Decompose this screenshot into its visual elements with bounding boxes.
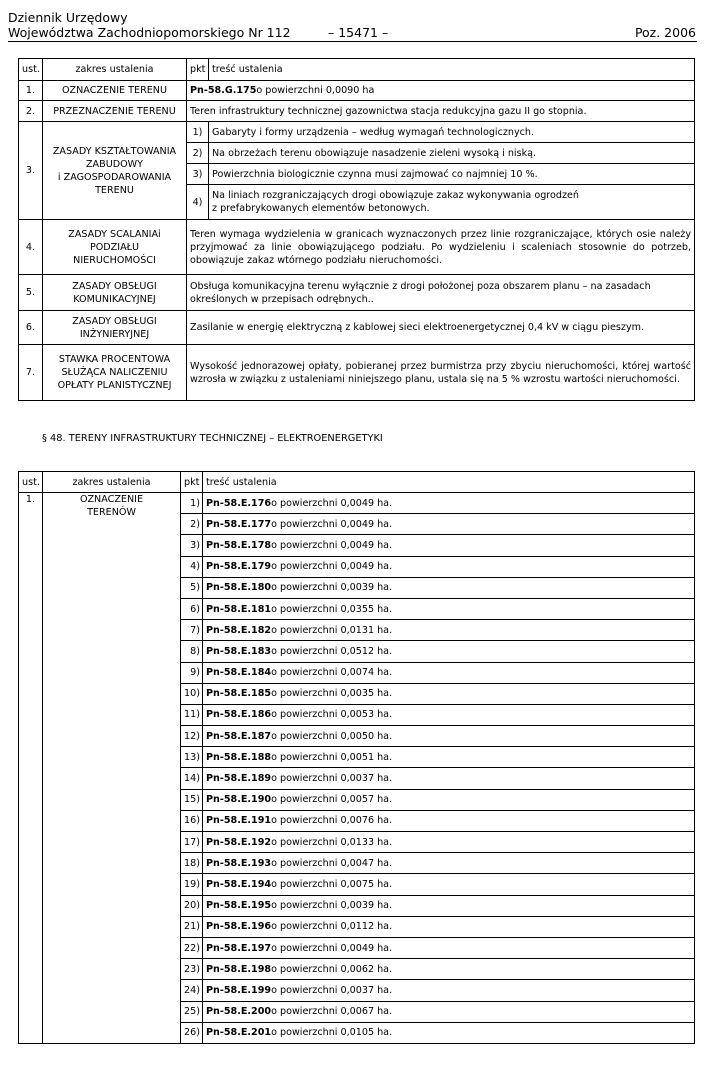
page-number: – 15471 –	[328, 25, 389, 40]
point-number: 26)	[181, 1022, 203, 1043]
area-code: Pn-58.E.195	[206, 900, 272, 912]
row-content	[187, 81, 695, 101]
table-header-row	[19, 59, 695, 81]
point-content: Na obrzeżach terenu obowiązuje nasadzenie zieleni wysoką i niską.	[209, 143, 695, 164]
area-code: Pn-58.E.200	[206, 1006, 272, 1018]
scope-line: KOMUNIKACYJNEJ	[73, 293, 156, 305]
point-number: 17)	[181, 832, 203, 853]
point-content	[203, 641, 695, 662]
header-scope: zakres ustalenia	[43, 59, 187, 81]
point-content	[203, 662, 695, 683]
area-code: Pn-58.E.192	[206, 836, 272, 848]
area-code: Pn-58.E.201	[206, 1027, 272, 1039]
area-size: o powierzchni 0,0133 ha.	[271, 836, 393, 848]
point-number: 15)	[181, 789, 203, 810]
point-content	[203, 874, 695, 895]
row-scope	[43, 311, 187, 345]
point-number: 24)	[181, 980, 203, 1001]
point-number: 3)	[181, 535, 203, 556]
point-number: 19)	[181, 874, 203, 895]
regulation-table-power	[18, 471, 695, 1044]
scope-line: NIERUCHOMOŚCI	[73, 254, 156, 266]
area-code: Pn-58.E.194	[206, 878, 272, 890]
point-number: 1)	[187, 122, 209, 143]
area-code: Pn-58.E.181	[206, 603, 272, 615]
area-code: Pn-58.E.180	[206, 582, 272, 594]
area-code: Pn-58.G.175	[190, 85, 257, 96]
point-content: Powierzchnia biologicznie czynna musi zajmować co najmniej 10 %.	[209, 164, 695, 185]
area-size: o powierzchni 0,0355 ha.	[271, 603, 393, 615]
area-code: Pn-58.E.182	[206, 624, 272, 636]
area-size: o powierzchni 0,0049 ha.	[271, 539, 393, 551]
row-scope	[43, 345, 187, 401]
area-size: o powierzchni 0,0049 ha.	[271, 518, 393, 530]
table-row	[19, 345, 695, 401]
point-number: 8)	[181, 641, 203, 662]
point-number: 21)	[181, 916, 203, 937]
header-ust: ust.	[19, 59, 43, 81]
area-code: Pn-58.E.190	[206, 794, 272, 806]
scope-line: PODZIAŁU	[89, 241, 140, 253]
point-content	[203, 577, 695, 598]
area-code: Pn-58.E.188	[206, 751, 272, 763]
row-scope	[43, 493, 181, 1044]
scope-line: i ZAGOSPODAROWANIA	[57, 171, 172, 183]
area-size: o powierzchni 0,0090 ha	[256, 85, 375, 96]
row-scope	[43, 220, 187, 275]
row-content: Zasilanie w energię elektryczną z kablowej sieci elektroenergetycznej 0,4 kV w ciągu pieszym.	[187, 311, 695, 345]
header-content: treść ustalenia	[209, 59, 695, 81]
header-line	[8, 25, 696, 40]
table-row	[19, 101, 695, 122]
row-number: 1.	[19, 493, 43, 1044]
header-content: treść ustalenia	[203, 472, 695, 493]
area-size: o powierzchni 0,0053 ha.	[271, 709, 393, 721]
point-content	[203, 853, 695, 874]
point-content	[203, 810, 695, 831]
point-content	[203, 747, 695, 768]
point-number: 3)	[187, 164, 209, 185]
header-pkt: pkt	[181, 472, 203, 493]
scope-line: SŁUŻĄCA NALICZENIU	[61, 367, 168, 378]
area-code: Pn-58.E.184	[206, 667, 272, 679]
area-size: o powierzchni 0,0131 ha.	[271, 624, 393, 636]
header-scope: zakres ustalenia	[43, 472, 181, 493]
area-code: Pn-58.E.197	[206, 942, 272, 954]
point-content	[203, 726, 695, 747]
regulation-table-gas	[18, 58, 695, 401]
row-scope	[43, 122, 187, 220]
point-content	[203, 937, 695, 958]
scope-line: INŻYNIERYJNEJ	[79, 328, 150, 340]
area-size: o powierzchni 0,0039 ha.	[271, 582, 393, 594]
point-number: 7)	[181, 620, 203, 641]
table-row	[19, 311, 695, 345]
point-number: 6)	[181, 598, 203, 619]
row-number: 7.	[19, 345, 43, 401]
row-content: Teren wymaga wydzielenia w granicach wyznaczonych przez linie rozgraniczające, których osie należy przyjmować za linie obowiązującego podziału. Po wydzieleniu i scaleniach stosownie do potrzeb, obowiązuje zakaz wtórnego podziału nieruchomości.	[187, 220, 695, 275]
scope-line: ZABUDOWY	[85, 158, 144, 170]
area-code: Pn-58.E.179	[206, 561, 272, 573]
point-number: 18)	[181, 853, 203, 874]
area-size: o powierzchni 0,0075 ha.	[271, 878, 393, 890]
area-size: o powierzchni 0,0049 ha.	[271, 561, 393, 573]
scope-line: TERENÓW	[87, 507, 136, 518]
table-row	[19, 81, 695, 101]
point-number: 14)	[181, 768, 203, 789]
point-content	[203, 535, 695, 556]
point-content	[203, 493, 695, 514]
content-line: Na liniach rozgraniczających drogi obowiązuje zakaz wykonywania ogrodzeń	[212, 190, 580, 201]
point-number: 12)	[181, 726, 203, 747]
area-size: o powierzchni 0,0037 ha.	[271, 984, 393, 996]
area-code: Pn-58.E.196	[206, 921, 272, 933]
area-size: o powierzchni 0,0039 ha.	[271, 900, 393, 912]
journal-title: Dziennik Urzędowy	[8, 10, 128, 25]
area-code: Pn-58.E.187	[206, 730, 272, 742]
table-row	[19, 220, 695, 275]
area-size: o powierzchni 0,0035 ha.	[271, 688, 393, 700]
point-content	[203, 789, 695, 810]
scope-line: ZASADY OBSŁUGI	[72, 315, 157, 327]
area-size: o powierzchni 0,0076 ha.	[271, 815, 393, 827]
row-number: 1.	[19, 81, 43, 101]
point-number: 16)	[181, 810, 203, 831]
area-size: o powierzchni 0,0050 ha.	[271, 730, 393, 742]
area-code: Pn-58.E.199	[206, 984, 272, 996]
point-content	[203, 598, 695, 619]
point-content	[203, 980, 695, 1001]
row-content: Wysokość jednorazowej opłaty, pobieranej przez burmistrza przy zbyciu nieruchomości, której wartość wzrosła w związku z ustaleniami niniejszego planu, ustala się na 5 % wzrostu wartości nieruchomości.	[187, 345, 695, 401]
area-size: o powierzchni 0,0074 ha.	[271, 667, 393, 679]
voivodeship-title: Województwa Zachodniopomorskiego Nr 112	[8, 25, 291, 40]
point-number: 23)	[181, 959, 203, 980]
point-content	[203, 683, 695, 704]
point-number: 4)	[187, 185, 209, 220]
area-code: Pn-58.E.177	[206, 518, 272, 530]
point-number: 25)	[181, 1001, 203, 1022]
table-row	[19, 275, 695, 311]
area-size: o powierzchni 0,0057 ha.	[271, 794, 393, 806]
row-content: Teren infrastruktury technicznej gazownictwa stacja redukcyjna gazu II go stopnia.	[187, 101, 695, 122]
scope-line: ZASADY OBSŁUGI	[72, 280, 157, 292]
area-size: o powierzchni 0,0067 ha.	[271, 1006, 393, 1018]
area-size: o powierzchni 0,0512 ha.	[271, 645, 393, 657]
area-size: o powierzchni 0,0049 ha.	[271, 942, 393, 954]
point-content	[203, 514, 695, 535]
section-title: § 48. TERENY INFRASTRUKTURY TECHNICZNEJ – ELEKTROENERGETYKI	[42, 433, 383, 444]
row-number: 2.	[19, 101, 43, 122]
point-content	[203, 1022, 695, 1043]
area-code: Pn-58.E.183	[206, 645, 272, 657]
row-scope	[43, 275, 187, 311]
point-content	[203, 556, 695, 577]
area-code: Pn-58.E.185	[206, 688, 272, 700]
point-content	[203, 832, 695, 853]
row-scope: OZNACZENIE TERENU	[43, 81, 187, 101]
table-header-row	[19, 472, 695, 493]
row-number: 4.	[19, 220, 43, 275]
point-content	[203, 959, 695, 980]
position-number: Poz. 2006	[634, 25, 696, 40]
header-rule	[8, 41, 697, 42]
point-content	[203, 620, 695, 641]
point-number: 13)	[181, 747, 203, 768]
scope-line: ZASADY SCALANIAi	[68, 228, 161, 240]
point-number: 2)	[181, 514, 203, 535]
area-code: Pn-58.E.193	[206, 857, 272, 869]
area-size: o powierzchni 0,0105 ha.	[271, 1027, 393, 1039]
row-number: 3.	[19, 122, 43, 220]
area-code: Pn-58.E.189	[206, 773, 272, 785]
header-ust: ust.	[19, 472, 43, 493]
point-number: 10)	[181, 683, 203, 704]
area-size: o powierzchni 0,0037 ha.	[271, 773, 393, 785]
scope-line: OZNACZENIE	[79, 494, 144, 505]
point-content	[203, 1001, 695, 1022]
header-pkt: pkt	[187, 59, 209, 81]
point-content	[203, 895, 695, 916]
area-size: o powierzchni 0,0047 ha.	[271, 857, 393, 869]
area-size: o powierzchni 0,0112 ha.	[271, 921, 393, 933]
point-content	[209, 185, 695, 220]
area-code: Pn-58.E.191	[206, 815, 272, 827]
point-content	[203, 704, 695, 725]
table-row	[19, 493, 695, 514]
content-line: z prefabrykowanych elementów betonowych.	[212, 203, 430, 214]
area-size: o powierzchni 0,0062 ha.	[271, 963, 393, 975]
scope-line: OPŁATY PLANISTYCZNEJ	[57, 380, 172, 391]
scope-line: TERENU	[95, 184, 134, 196]
point-content	[203, 916, 695, 937]
row-scope: PRZEZNACZENIE TERENU	[43, 101, 187, 122]
point-number: 20)	[181, 895, 203, 916]
point-number: 5)	[181, 577, 203, 598]
row-number: 6.	[19, 311, 43, 345]
table-row	[19, 122, 695, 143]
area-size: o powierzchni 0,0051 ha.	[271, 751, 393, 763]
point-number: 11)	[181, 704, 203, 725]
point-content: Gabaryty i formy urządzenia – według wymagań technologicznych.	[209, 122, 695, 143]
scope-line: ZASADY KSZTAŁTOWANIA	[52, 145, 177, 157]
area-code: Pn-58.E.186	[206, 709, 272, 721]
row-content: Obsługa komunikacyjna terenu wyłącznie z drogi położonej poza obszarem planu – na zasadach określonych w przepisach odrębnych..	[187, 275, 695, 311]
point-number: 4)	[181, 556, 203, 577]
scope-line: STAWKA PROCENTOWA	[58, 354, 171, 365]
point-number: 1)	[181, 493, 203, 514]
point-number: 2)	[187, 143, 209, 164]
area-size: o powierzchni 0,0049 ha.	[271, 497, 393, 509]
area-code: Pn-58.E.178	[206, 539, 272, 551]
point-number: 22)	[181, 937, 203, 958]
point-number: 9)	[181, 662, 203, 683]
area-code: Pn-58.E.198	[206, 963, 272, 975]
point-content	[203, 768, 695, 789]
row-number: 5.	[19, 275, 43, 311]
area-code: Pn-58.E.176	[206, 497, 272, 509]
